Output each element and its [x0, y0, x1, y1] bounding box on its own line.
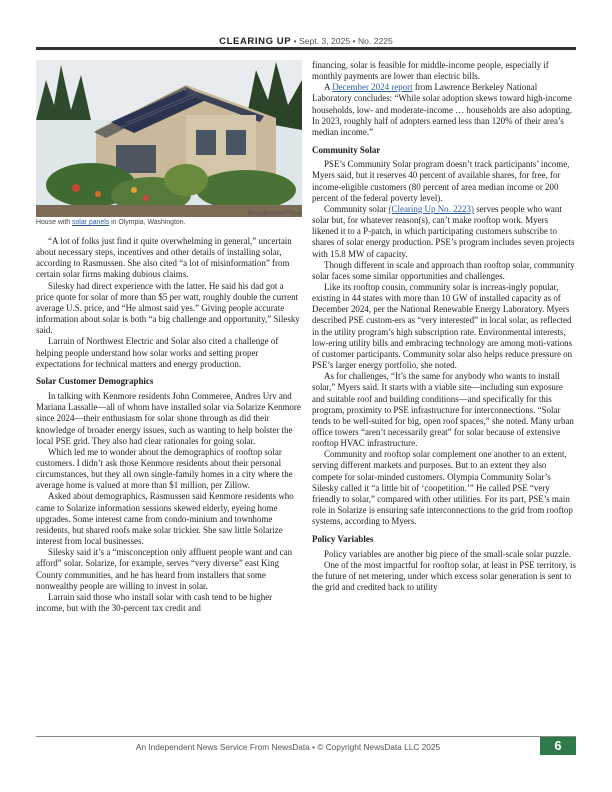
paragraph: Larrain said those who install solar with cash tend to be higher income, but with the 30-percent tax credit and: [36, 591, 273, 613]
section-heading: Community Solar: [312, 144, 381, 155]
paragraph: In talking with Kenmore residents John Commeree, Andres Urv and Mariana Lassalle—all of whom have installed solar via Solarize Kenmore since 2024—their enthusiasm for solar shone through as did their knowledge of broader energy issues, such as wanting to help bolster the local PSE grid. They also had clear rationales for going solar.: [36, 391, 301, 446]
photo-credit: Wonderlane/Flickr: [247, 210, 302, 217]
footer-copyright: An Independent News Service From NewsData • © Copyright NewsData LLC 2025: [135, 742, 441, 752]
footer-rule: [36, 736, 576, 737]
header-separator: •: [352, 36, 356, 46]
paragraph: [312, 204, 576, 260]
page-number: 6: [540, 737, 576, 755]
section-heading: Policy Variables: [312, 533, 374, 544]
lbnl-report-link[interactable]: December 2024 report: [332, 82, 413, 93]
paragraph: Like its rooftop cousin, community solar is increas-ingly popular, existing in 44 states with more than 10 GW of installed capacity as of December 2024, per the National Renewable Energy Laboratory. Myers described PSE custom-ers as “very interested” in local solar, as reflected in the utility program’s high subscription rate. Environmental interests, low-ering utility bills and embracing technology are among moti-vations of customer participants. Community solar also helps reduce pressure on PSE’s larger energy portfolio, she noted.: [312, 281, 573, 371]
caption-text: in Olympia, Washington.: [109, 219, 186, 226]
paragraph: Community and rooftop solar complement one another to an extent, serving different markets and purposes. But to an extent they also compete for solar-minded customers. Olympia Community Solar’s Silesky called it “a little bit of ‘coopetition.’” He called PSE “very friendly to solar,” compared with other utilities. For its part, PSE’s main role in Solarize is ensuring safe interconnections to the grid from rooftop systems, according to Myers.: [312, 449, 573, 527]
paragraph: Larrain of Northwest Electric and Solar also cited a challenge of helping people understand how solar works and setting proper expectations for technical matters and energy production.: [36, 336, 279, 369]
caption-text: House with: [36, 219, 73, 226]
paragraph: Policy variables are another big piece of the small-scale solar puzzle.: [324, 548, 571, 559]
house-solar-photo: [36, 60, 302, 217]
issue-number: No. 2225: [357, 36, 393, 46]
paragraph: Silesky said it’s a “misconception only affluent people want and can afford” solar. Solarize, for example, serves “very diverse” east King County communities, and he has heard from installers that some nonwealthy people are willing to invest in solar.: [36, 547, 293, 591]
text: from Lawrence Berkeley National Laboratory concludes: “While solar adoption skews toward high-income households, low- and moderate-income … households are also adopting. In 2023, roughly half of adopters earned less than 120% of their area’s median income.”: [312, 82, 573, 137]
paragraph: Which led me to wonder about the demographics of rooftop solar customers. I didn’t ask those Kenmore residents about their personal circumstances, but they all own single-family homes in a city where the average home is valued at more than $1 million, per Zillow.: [36, 446, 293, 491]
paragraph: One of the most impactful for rooftop solar, at least in PSE territory, is the future of net metering, under which excess solar generation is sent to the grid and credited back to utility: [312, 559, 576, 593]
clearing-up-2223-link[interactable]: (Clearing Up No. 2223): [388, 203, 474, 214]
issue-date: Sept. 3, 2025: [299, 36, 351, 46]
photo-caption: [36, 219, 302, 226]
right-column: [312, 60, 576, 593]
paragraph: As for challenges, “It’s the same for anybody who wants to install solar,” Myers said. It starts with a viable site—including sun exposure and suitable roof and building conditions—and specifically for this program, proximity to PSE infrastructure for interconnections. “Solar tends to be well-suited for big, open roof spaces,” she noted. Many urban office towers “aren’t necessarily great” for solar because of extensive rooftop HVAC infrastructure.: [312, 371, 574, 449]
header-rule: [36, 47, 576, 50]
text: A: [324, 82, 333, 93]
publication-title: CLEARING UP: [219, 36, 292, 47]
solar-panels-link[interactable]: solar panels: [72, 219, 110, 226]
text: serves people who want solar but, for whatever reason(s), can’t make rooftop work. Myers likened it to a P-patch, in which participating customers subscribe to shares of solar energy production. PSE’s program includes seven projects with 15.8 MW of capacity.: [312, 203, 575, 259]
paragraph: Silesky had direct experience with the latter. He said his dad got a price quote for solar of more than $5 per watt, roughly double the current average U.S. price, and “He almost said yes.” Giving people accurate information about solar is both “a big challenge and opportunity,” Silesky said.: [36, 280, 300, 336]
paragraph: [312, 82, 576, 138]
paragraph: PSE’s Community Solar program doesn’t track participants’ income, Myers said, but it reserves 40 percent of available shares, for free, for income-eligible customers (80 percent of area median income or 200 percent of the federal poverty level).: [312, 159, 570, 203]
left-column: [36, 236, 302, 614]
section-heading: Solar Customer Demographics: [36, 376, 154, 387]
paragraph: “A lot of folks just find it quite overwhelming in general,” uncertain about necessary steps, incentives and other details of installing solar, according to Rasmussen. She also cited “a lot of misinformation” from certain solar firms making dubious claims.: [36, 236, 292, 280]
paragraph: financing, solar is feasible for middle-income people, especially if monthly payments are lower than electric bills.: [312, 60, 549, 82]
header-separator: •: [293, 36, 297, 46]
text: Community solar: [324, 203, 389, 214]
paragraph: Asked about demographics, Rasmussen said Kenmore residents who came to Solarize information sessions skewed elderly, eyeing home upgrades. Some interest came from condo-minium and townhome residents, but shared roofs make solar trickier. She saw little Solarize interest from local businesses.: [36, 491, 294, 547]
paragraph: Though different in scale and approach than rooftop solar, community solar faces some similar opportunities and challenges.: [312, 259, 575, 281]
